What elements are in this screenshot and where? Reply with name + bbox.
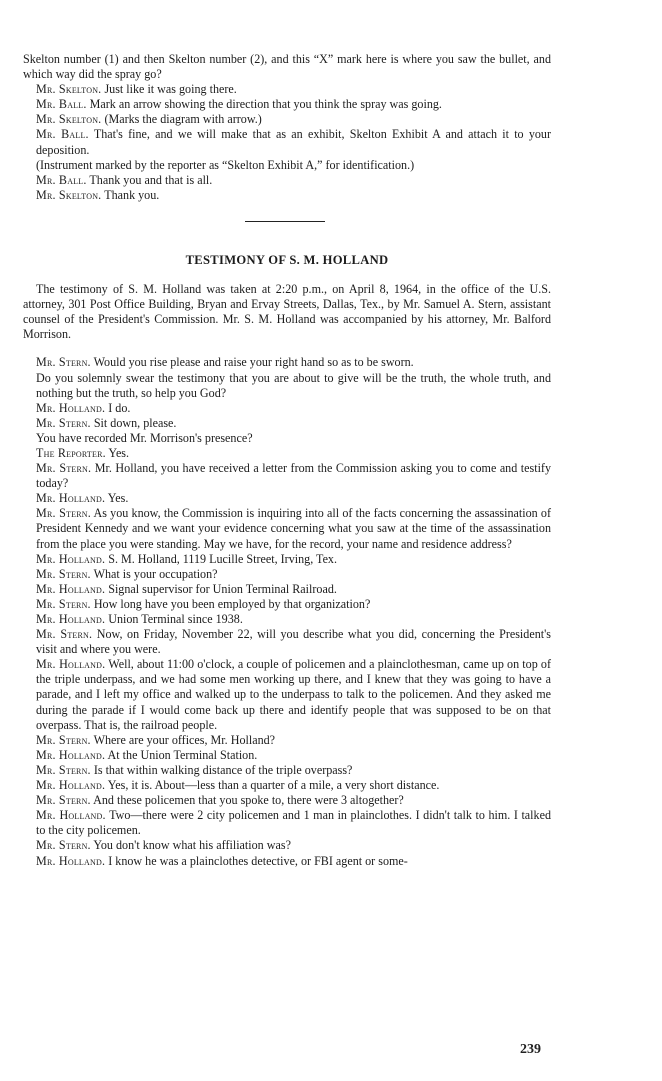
intro-paragraph: The testimony of S. M. Holland was taken at 2:20 p.m., on April 8, 1964, in the office of the U.S. attorney, 301 Post Office Building, Bryan and Ervay Streets, Dallas, Tex., by Mr. Samuel A. Stern, assistant counsel of the President's Commission. Mr. S. M. Holland was accompanied by his attorney, Mr. Balford Morrison. xyxy=(23,282,551,342)
dialogue-text: Yes. xyxy=(108,445,130,460)
dialogue-text: (Instrument marked by the reporter as “Skelton Exhibit A,” for identification.) xyxy=(36,157,415,172)
section-heading: TESTIMONY OF S. M. HOLLAND xyxy=(185,252,389,267)
speaker-label: Mr. Stern. xyxy=(36,732,91,747)
dialogue-text: Just like it was going there. xyxy=(104,82,237,97)
page-number: 239 xyxy=(520,1042,541,1057)
dialogue-text: Union Terminal since 1938. xyxy=(108,612,243,626)
dialogue-text: S. M. Holland, 1119 Lucille Street, Irving, Tex. xyxy=(108,551,338,566)
speaker-label: Mr. Holland. xyxy=(36,581,106,596)
dialogue-paragraph xyxy=(36,778,551,793)
dialogue-text: Where are your offices, Mr. Holland? xyxy=(93,732,276,747)
dialogue-text: Do you solemnly swear the testimony that you are about to give will be the truth, the whole truth, and nothing but the truth, so help you God? xyxy=(36,370,551,400)
dialogue-paragraph xyxy=(23,52,551,82)
speaker-label: Mr. Holland. xyxy=(36,853,106,868)
dialogue-paragraph xyxy=(36,112,551,127)
dialogue-text: You don't know what his affiliation was? xyxy=(93,838,291,853)
dialogue-paragraph xyxy=(36,188,551,203)
dialogue-paragraph xyxy=(36,627,551,657)
dialogue-paragraph xyxy=(36,158,551,173)
dialogue-text: I know he was a plainclothes detective, or FBI agent or some- xyxy=(108,853,408,868)
speaker-label: Mr. Holland. xyxy=(36,551,106,566)
dialogue-paragraph xyxy=(36,567,551,582)
dialogue-text: Now, on Friday, November 22, will you describe what you did, concerning the President's visit and where you were. xyxy=(36,627,551,657)
dialogue-text: Well, about 11:00 o'clock, a couple of policemen and a plainclothesman, came up on top of the triple underpass, and we had some men working up there, and I knew that they was going to have a parade, and I left my office and walked up to the underpass to talk to the policemen. And they asked me during the parade if I would come back up there and identify people that was supposed to be on that overpass. That is, the railroad people. xyxy=(36,657,551,732)
speaker-label: Mr. Stern. xyxy=(36,838,91,853)
speaker-label: Mr. Holland. xyxy=(36,491,106,506)
dialogue-text: Would you rise please and raise your right hand so as to be sworn. xyxy=(93,355,414,370)
dialogue-text: Mr. Holland, you have received a letter from the Commission asking you to come and testify today? xyxy=(36,461,552,491)
dialogue-paragraph xyxy=(36,431,551,446)
speaker-label: Mr. Ball. xyxy=(36,97,87,112)
dialogue-text: Yes. xyxy=(107,491,129,506)
dialogue-paragraph xyxy=(36,416,551,431)
speaker-label: Mr. Stern. xyxy=(36,762,91,777)
dialogue-paragraph xyxy=(36,371,551,401)
dialogue-text: How long have you been employed by that organization? xyxy=(93,596,371,611)
dialogue-paragraph xyxy=(36,612,551,627)
dialogue-text: Thank you. xyxy=(104,187,160,202)
dialogue-text: You have recorded Mr. Morrison's presence? xyxy=(36,430,253,445)
speaker-label: Mr. Skelton. xyxy=(36,82,102,97)
speaker-label: Mr. Holland. xyxy=(36,400,106,415)
dialogue-text: And these policemen that you spoke to, there were 3 altogether? xyxy=(93,793,404,808)
speaker-label: Mr. Ball. xyxy=(36,127,89,142)
dialogue-paragraph xyxy=(36,838,551,853)
speaker-label: Mr. Holland. xyxy=(36,747,106,762)
testimony-section xyxy=(23,355,551,868)
speaker-label: Mr. Stern. xyxy=(36,793,91,808)
speaker-label: Mr. Holland. xyxy=(36,808,106,823)
dialogue-text: At the Union Terminal Station. xyxy=(107,747,258,762)
speaker-label: Mr. Skelton. xyxy=(36,112,102,127)
speaker-label: Mr. Holland. xyxy=(36,657,106,672)
section-divider xyxy=(245,221,325,222)
dialogue-paragraph xyxy=(36,446,551,461)
speaker-label: Mr. Stern. xyxy=(36,415,91,430)
dialogue-text: Two—there were 2 city policemen and 1 man in plainclothes. I didn't talk to him. I talked to the city policemen. xyxy=(36,808,551,838)
speaker-label: Mr. Holland. xyxy=(36,778,106,793)
document-page xyxy=(23,52,551,869)
dialogue-text: Signal supervisor for Union Terminal Railroad. xyxy=(108,581,337,596)
dialogue-text: Thank you and that is all. xyxy=(89,172,213,187)
speaker-label: Mr. Stern. xyxy=(36,627,93,642)
dialogue-paragraph xyxy=(36,491,551,506)
dialogue-text: Yes, it is. About—less than a quarter of a mile, a very short distance. xyxy=(107,778,440,793)
speaker-label: Mr. Ball. xyxy=(36,172,87,187)
speaker-label: Mr. Stern. xyxy=(36,461,92,476)
speaker-label: Mr. Holland. xyxy=(36,612,106,626)
prior-testimony-section xyxy=(23,52,551,203)
speaker-label: Mr. Stern. xyxy=(36,506,91,521)
dialogue-paragraph xyxy=(36,854,551,869)
dialogue-paragraph xyxy=(36,657,551,732)
dialogue-text: What is your occupation? xyxy=(93,566,218,581)
speaker-label: The Reporter. xyxy=(36,445,106,460)
speaker-label: Mr. Stern. xyxy=(36,566,91,581)
speaker-label: Mr. Stern. xyxy=(36,596,91,611)
dialogue-text: That's fine, and we will make that as an exhibit, Skelton Exhibit A and attach it to your deposition. xyxy=(36,127,551,157)
dialogue-paragraph xyxy=(36,733,551,748)
dialogue-paragraph xyxy=(36,552,551,567)
dialogue-paragraph xyxy=(36,355,551,370)
dialogue-paragraph xyxy=(36,97,551,112)
dialogue-paragraph xyxy=(36,127,551,157)
dialogue-paragraph xyxy=(36,808,551,838)
dialogue-paragraph xyxy=(36,748,551,763)
dialogue-paragraph xyxy=(36,582,551,597)
dialogue-paragraph xyxy=(36,506,551,551)
dialogue-text: Is that within walking distance of the triple overpass? xyxy=(93,762,353,777)
dialogue-text: Mark an arrow showing the direction that you think the spray was going. xyxy=(89,97,442,112)
dialogue-paragraph xyxy=(36,763,551,778)
speaker-label: Mr. Stern. xyxy=(36,355,91,370)
dialogue-text: I do. xyxy=(108,400,131,415)
dialogue-paragraph xyxy=(36,461,551,491)
dialogue-paragraph xyxy=(36,173,551,188)
dialogue-paragraph xyxy=(36,597,551,612)
dialogue-paragraph xyxy=(36,401,551,416)
dialogue-text: As you know, the Commission is inquiring into all of the facts concerning the assassination of President Kennedy and we want your evidence concerning what you saw at the time of the assassination from the place you were standing. May we have, for the record, your name and residence address? xyxy=(36,506,551,551)
dialogue-text: Skelton number (1) and then Skelton number (2), and this “X” mark here is where you saw the bullet, and which way did the spray go? xyxy=(23,52,551,82)
speaker-label: Mr. Skelton. xyxy=(36,187,102,202)
dialogue-paragraph xyxy=(36,793,551,808)
dialogue-text: (Marks the diagram with arrow.) xyxy=(104,112,262,127)
dialogue-paragraph xyxy=(36,82,551,97)
dialogue-text: Sit down, please. xyxy=(93,415,177,430)
